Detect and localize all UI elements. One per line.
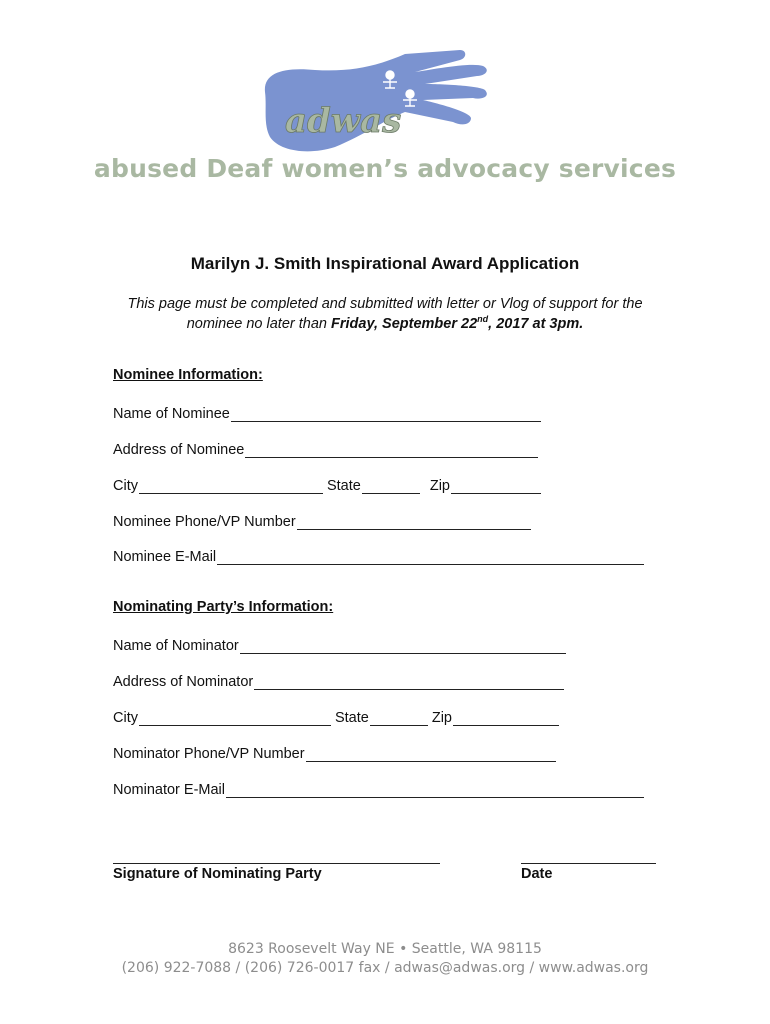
nominator-email-line[interactable] xyxy=(226,783,644,798)
nominee-phone-field[interactable] xyxy=(113,510,531,530)
nominee-state-line[interactable] xyxy=(362,479,420,494)
nominator-state-line[interactable] xyxy=(370,711,428,726)
nominee-zip-label: Zip xyxy=(429,478,450,494)
deadline-date-suffix: nd xyxy=(477,314,489,325)
nominator-phone-label: Nominator Phone/VP Number xyxy=(113,746,305,762)
nominator-phone-line[interactable] xyxy=(306,747,556,762)
nominator-address-field[interactable] xyxy=(113,670,564,690)
deadline-time: , 2017 at 3pm. xyxy=(488,316,584,332)
instructions-line-1: This page must be completed and submitted with letter or Vlog of support for the xyxy=(127,296,643,312)
form-instructions xyxy=(100,294,670,334)
nominee-email-label: Nominee E-Mail xyxy=(113,549,217,565)
nominator-name-line[interactable] xyxy=(240,639,566,654)
date-line[interactable] xyxy=(521,863,656,864)
nominator-section-heading: Nominating Party’s Information: xyxy=(113,599,334,615)
nominee-section-heading: Nominee Information: xyxy=(113,367,263,383)
form-title: Marilyn J. Smith Inspirational Award Application xyxy=(190,254,580,273)
nominee-address-line[interactable] xyxy=(245,443,538,458)
nominee-city-line[interactable] xyxy=(139,479,323,494)
nominee-address-field[interactable] xyxy=(113,438,538,458)
nominator-state-label: State xyxy=(334,710,369,726)
nominee-name-label: Name of Nominee xyxy=(113,406,230,422)
nominee-name-field[interactable] xyxy=(113,402,541,422)
nominee-zip-line[interactable] xyxy=(451,479,541,494)
signature-label: Signature of Nominating Party xyxy=(113,866,322,882)
nominator-city-label: City xyxy=(113,710,138,726)
nominee-phone-line[interactable] xyxy=(297,515,531,530)
footer-contact: (206) 922-7088 / (206) 726-0017 fax / adwas@adwas.org / www.adwas.org xyxy=(121,960,649,976)
nominee-phone-label: Nominee Phone/VP Number xyxy=(113,514,296,530)
adwas-logo xyxy=(255,42,495,167)
nominator-zip-label: Zip xyxy=(431,710,452,726)
date-label: Date xyxy=(521,866,553,882)
nominator-phone-field[interactable] xyxy=(113,742,556,762)
footer-address: 8623 Roosevelt Way NE • Seattle, WA 98115 xyxy=(228,941,542,957)
nominee-name-line[interactable] xyxy=(231,407,541,422)
instructions-line-2-prefix: nominee no later than xyxy=(186,316,332,332)
nominator-city-state-zip-field[interactable] xyxy=(113,706,559,726)
nominator-name-label: Name of Nominator xyxy=(113,638,239,654)
nominee-state-label: State xyxy=(326,478,361,494)
nominee-email-field[interactable] xyxy=(113,545,644,565)
nominator-address-line[interactable] xyxy=(254,675,564,690)
nominator-name-field[interactable] xyxy=(113,634,566,654)
nominator-email-label: Nominator E-Mail xyxy=(113,782,225,798)
nominee-address-label: Address of Nominee xyxy=(113,442,245,458)
nominator-zip-line[interactable] xyxy=(453,711,559,726)
nominee-city-label: City xyxy=(113,478,138,494)
nominator-email-field[interactable] xyxy=(113,778,644,798)
logo-wordmark: adwas xyxy=(285,101,402,141)
deadline-date: Friday, September 22 xyxy=(331,316,478,332)
organization-tagline: abused Deaf women’s advocacy services xyxy=(93,154,677,183)
nominee-city-state-zip-field[interactable] xyxy=(113,474,541,494)
signature-line[interactable] xyxy=(113,863,440,864)
nominator-city-line[interactable] xyxy=(139,711,331,726)
nominator-address-label: Address of Nominator xyxy=(113,674,254,690)
nominee-email-line[interactable] xyxy=(217,550,644,565)
